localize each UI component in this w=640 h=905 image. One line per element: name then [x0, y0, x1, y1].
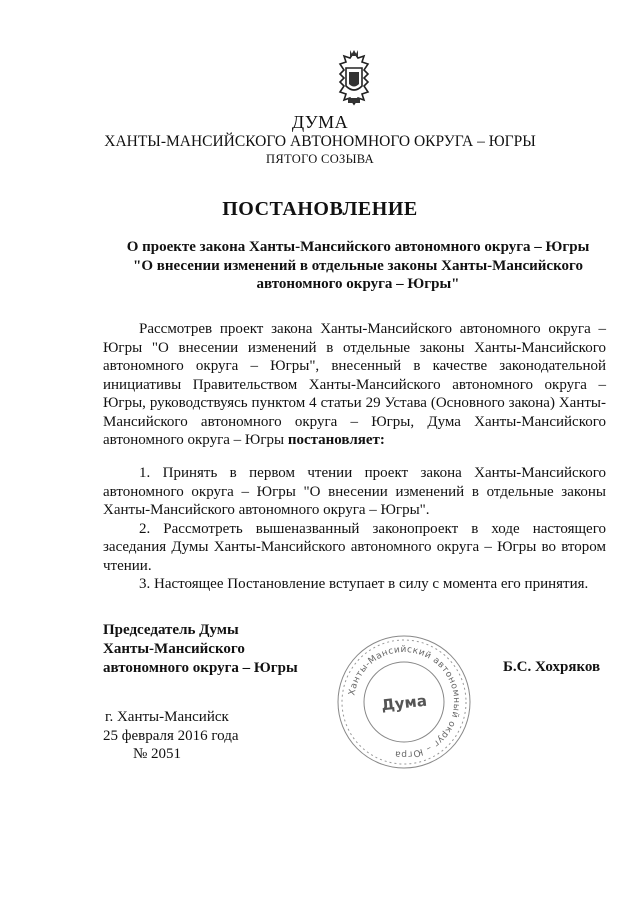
okrug-heading: ХАНТЫ-МАНСИЙСКОГО АВТОНОМНОГО ОКРУГА – ЮГРЫ [104, 133, 536, 150]
subject-line-3: автономного округа – Югры" [256, 276, 460, 292]
coat-of-arms-icon [328, 48, 380, 110]
document-title: ПОСТАНОВЛЕНИЕ [222, 198, 418, 220]
resolution-item-2: 2. Рассмотреть вышеназванный законопроект в ходе настоящего заседания Думы Ханты-Мансийского автономного округа – Югры во втором чтении. [103, 520, 606, 574]
seal-center-text: Дума [380, 691, 428, 715]
place-date-number [103, 708, 239, 764]
seal-ring-text: Ханты-Мансийский автономный округ – Югра [347, 644, 462, 760]
document-number: № 2051 [133, 746, 182, 762]
duma-heading: ДУМА [291, 112, 349, 132]
date-text: 25 февраля 2016 года [103, 727, 239, 744]
convocation-heading: ПЯТОГО СОЗЫВА [266, 152, 374, 166]
resolution-items [103, 464, 606, 594]
place-text: г. Ханты-Мансийск [105, 709, 229, 725]
position-line-2: Ханты-Мансийского [103, 641, 245, 657]
resolves-keyword: постановляет: [287, 432, 385, 448]
signer-name: Б.С. Хохряков [503, 659, 601, 675]
position-line-1: Председатель Думы [103, 622, 239, 638]
chairman-position [103, 621, 333, 678]
preamble-paragraph [103, 320, 606, 450]
resolution-item-3: 3. Настоящее Постановление вступает в силу с момента его принятия. [139, 576, 589, 592]
official-seal-stamp [334, 632, 474, 772]
preamble-text: Рассмотрев проект закона Ханты-Мансийского автономного округа – Югры "О внесении изменений в отдельные законы Ханты-Мансийского автономного округа – Югры", внесенный в качестве законодательной инициативы Правительством Ханты-Мансийского автономного округа – Югры, руководствуясь пунктом 4 статьи 29 Устава (Основного закона) Ханты-Мансийского автономного округа – Югры, Дума Ханты-Мансийского автономного округа – Югры [103, 321, 606, 448]
position-line-3: автономного округа – Югры [103, 660, 298, 676]
preamble-block [103, 320, 606, 450]
resolution-item-1: 1. Принять в первом чтении проект закона Ханты-Мансийского автономного округа – Югры "О внесении изменений в отдельные законы Ханты-Мансийского автономного округа – Югры". [103, 465, 606, 518]
subject-line-1: О проекте закона Ханты-Мансийского автономного округа – Югры [126, 239, 590, 255]
document-subject [108, 238, 608, 294]
subject-line-2: "О внесении изменений в отдельные законы Ханты-Мансийского [133, 257, 583, 274]
